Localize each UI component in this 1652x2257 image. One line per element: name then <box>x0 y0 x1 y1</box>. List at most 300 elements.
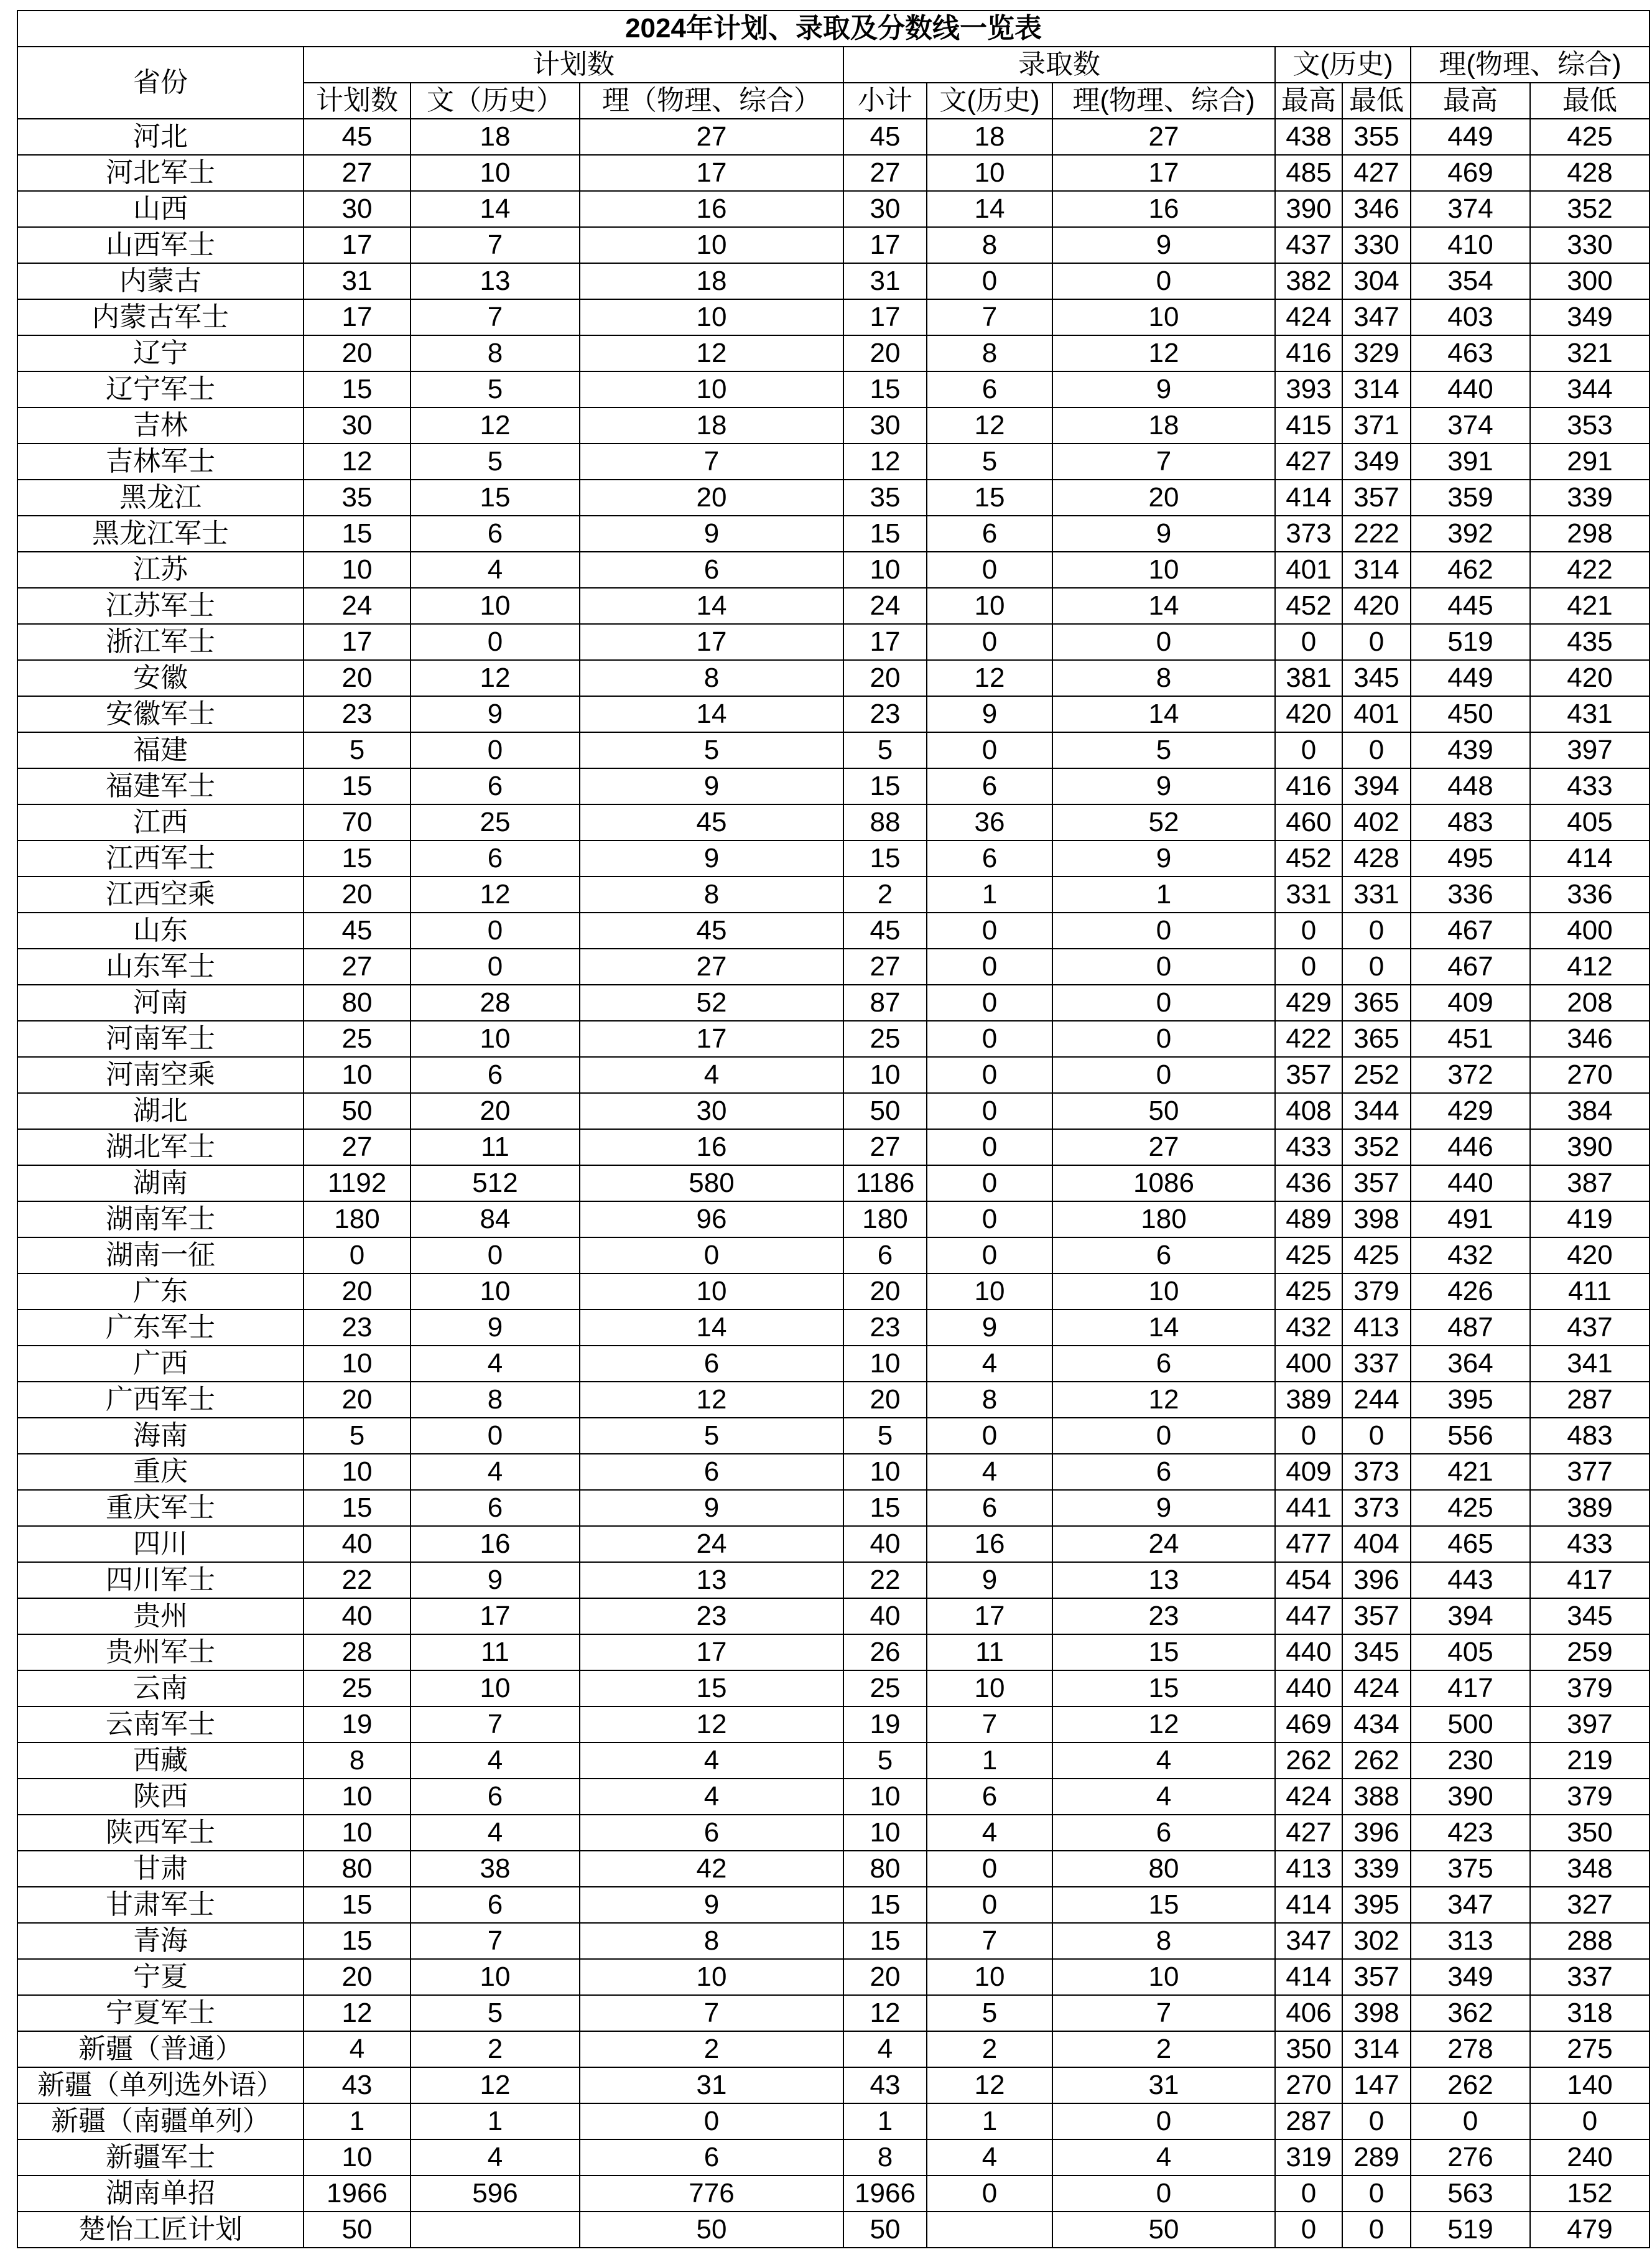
science-min-cell: 291 <box>1530 444 1650 480</box>
science-min-cell: 417 <box>1530 1562 1650 1598</box>
arts-min-cell: 349 <box>1342 444 1411 480</box>
science-max-cell: 262 <box>1411 2067 1530 2103</box>
admit-arts-cell: 6 <box>927 768 1052 804</box>
plan-arts-cell: 10 <box>411 1959 580 1995</box>
table-row <box>17 768 1650 804</box>
science-min-cell: 344 <box>1530 371 1650 407</box>
table-row <box>17 660 1650 696</box>
province-cell: 陕西军士 <box>17 1815 304 1851</box>
arts-min-cell: 330 <box>1342 227 1411 263</box>
admit-subtotal-cell: 1 <box>843 2103 927 2139</box>
table-body <box>17 119 1650 2248</box>
admit-subtotal-cell: 6 <box>843 1237 927 1273</box>
plan-arts-cell: 4 <box>411 1743 580 1779</box>
science-max-cell: 278 <box>1411 2031 1530 2067</box>
admit-arts-cell: 0 <box>927 732 1052 768</box>
plan-arts-cell: 4 <box>411 552 580 588</box>
admit-subtotal-cell: 23 <box>843 696 927 732</box>
arts-max-cell: 427 <box>1275 444 1342 480</box>
admit-science-cell: 1 <box>1052 877 1275 913</box>
admit-subtotal-cell: 88 <box>843 804 927 840</box>
arts-max-cell: 469 <box>1275 1706 1342 1743</box>
admit-subtotal-cell: 10 <box>843 1346 927 1382</box>
arts-max-cell: 425 <box>1275 1273 1342 1310</box>
admit-science-cell: 0 <box>1052 985 1275 1021</box>
admit-arts-cell: 10 <box>927 1670 1052 1706</box>
plan-science-cell: 10 <box>580 1273 843 1310</box>
plan-total-cell: 10 <box>304 1346 411 1382</box>
plan-science-cell: 6 <box>580 1815 843 1851</box>
admit-arts-cell: 8 <box>927 227 1052 263</box>
science-max-cell: 276 <box>1411 2139 1530 2176</box>
plan-total-cell: 30 <box>304 407 411 444</box>
plan-science-cell: 9 <box>580 840 843 877</box>
arts-min-cell: 0 <box>1342 949 1411 985</box>
admit-arts-cell: 6 <box>927 840 1052 877</box>
admit-science-cell: 14 <box>1052 696 1275 732</box>
admit-science-header: 理(物理、综合) <box>1052 83 1275 119</box>
province-cell: 江苏军士 <box>17 588 304 624</box>
table-row <box>17 1670 1650 1706</box>
science-max-cell: 448 <box>1411 768 1530 804</box>
science-max-cell: 446 <box>1411 1129 1530 1165</box>
arts-min-cell: 314 <box>1342 552 1411 588</box>
plan-science-cell: 10 <box>580 371 843 407</box>
arts-min-cell: 289 <box>1342 2139 1411 2176</box>
admit-arts-cell: 7 <box>927 1706 1052 1743</box>
admit-science-cell: 4 <box>1052 1743 1275 1779</box>
arts-min-cell: 404 <box>1342 1526 1411 1562</box>
plan-total-cell: 5 <box>304 1418 411 1454</box>
plan-total-cell: 22 <box>304 1562 411 1598</box>
arts-min-cell: 398 <box>1342 1995 1411 2031</box>
admit-subtotal-cell: 35 <box>843 480 927 516</box>
admit-science-cell: 16 <box>1052 191 1275 227</box>
province-cell: 河南空乘 <box>17 1057 304 1093</box>
admit-science-cell: 12 <box>1052 335 1275 371</box>
arts-min-cell: 339 <box>1342 1851 1411 1887</box>
table-row <box>17 552 1650 588</box>
science-max-cell: 391 <box>1411 444 1530 480</box>
province-cell: 吉林军士 <box>17 444 304 480</box>
arts-max-cell: 0 <box>1275 913 1342 949</box>
plan-arts-cell: 17 <box>411 1598 580 1634</box>
province-cell: 山西 <box>17 191 304 227</box>
plan-total-cell: 45 <box>304 119 411 155</box>
table-row <box>17 1995 1650 2031</box>
arts-min-cell: 222 <box>1342 516 1411 552</box>
plan-science-cell: 6 <box>580 2139 843 2176</box>
plan-arts-cell: 512 <box>411 1165 580 1201</box>
science-max-cell: 440 <box>1411 371 1530 407</box>
plan-science-cell: 6 <box>580 1346 843 1382</box>
plan-total-cell: 1192 <box>304 1165 411 1201</box>
plan-arts-cell: 7 <box>411 227 580 263</box>
admit-subtotal-cell: 25 <box>843 1021 927 1057</box>
plan-arts-cell: 8 <box>411 335 580 371</box>
science-max-cell: 495 <box>1411 840 1530 877</box>
plan-total-cell: 1 <box>304 2103 411 2139</box>
province-cell: 山东军士 <box>17 949 304 985</box>
admit-science-cell: 9 <box>1052 227 1275 263</box>
plan-total-cell: 27 <box>304 155 411 191</box>
plan-science-cell: 5 <box>580 732 843 768</box>
arts-min-cell: 0 <box>1342 624 1411 660</box>
province-header: 省份 <box>17 47 304 119</box>
science-min-cell: 350 <box>1530 1815 1650 1851</box>
admit-science-cell: 0 <box>1052 263 1275 299</box>
plan-science-cell: 18 <box>580 263 843 299</box>
arts-min-cell: 365 <box>1342 1021 1411 1057</box>
plan-total-cell: 12 <box>304 444 411 480</box>
plan-total-cell: 10 <box>304 1815 411 1851</box>
plan-arts-cell: 5 <box>411 1995 580 2031</box>
province-cell: 陕西 <box>17 1779 304 1815</box>
plan-total-cell: 27 <box>304 1129 411 1165</box>
admit-subtotal-cell: 8 <box>843 2139 927 2176</box>
plan-total-cell: 50 <box>304 1093 411 1129</box>
table-row <box>17 1887 1650 1923</box>
admit-subtotal-cell: 26 <box>843 1634 927 1670</box>
plan-arts-cell: 6 <box>411 840 580 877</box>
table-row <box>17 1273 1650 1310</box>
table-row <box>17 1093 1650 1129</box>
plan-total-cell: 15 <box>304 840 411 877</box>
science-min-cell: 377 <box>1530 1454 1650 1490</box>
admit-arts-cell: 36 <box>927 804 1052 840</box>
science-max-cell: 349 <box>1411 1959 1530 1995</box>
arts-max-cell: 400 <box>1275 1346 1342 1382</box>
science-min-cell: 330 <box>1530 227 1650 263</box>
admit-arts-cell: 0 <box>927 552 1052 588</box>
science-max-cell: 423 <box>1411 1815 1530 1851</box>
science-max-cell: 395 <box>1411 1382 1530 1418</box>
plan-science-cell: 27 <box>580 119 843 155</box>
arts-max-cell: 452 <box>1275 588 1342 624</box>
plan-total-cell: 25 <box>304 1670 411 1706</box>
arts-max-cell: 447 <box>1275 1598 1342 1634</box>
arts-min-cell: 371 <box>1342 407 1411 444</box>
plan-total-cell: 80 <box>304 1851 411 1887</box>
plan-total-cell: 27 <box>304 949 411 985</box>
science-max-cell: 469 <box>1411 155 1530 191</box>
plan-science-cell: 8 <box>580 660 843 696</box>
plan-total-cell: 15 <box>304 1923 411 1959</box>
science-max-cell: 519 <box>1411 2212 1530 2248</box>
province-cell: 广东军士 <box>17 1310 304 1346</box>
admit-subtotal-cell: 87 <box>843 985 927 1021</box>
arts-max-cell: 350 <box>1275 2031 1342 2067</box>
arts-max-cell: 381 <box>1275 660 1342 696</box>
science-max-cell: 439 <box>1411 732 1530 768</box>
province-cell: 江西 <box>17 804 304 840</box>
admit-subtotal-cell: 19 <box>843 1706 927 1743</box>
admit-group-header: 录取数 <box>843 47 1275 83</box>
admit-subtotal-cell: 27 <box>843 155 927 191</box>
science-min-cell: 346 <box>1530 1021 1650 1057</box>
science-min-cell: 389 <box>1530 1490 1650 1526</box>
plan-arts-cell: 9 <box>411 1310 580 1346</box>
province-cell: 湖南军士 <box>17 1201 304 1237</box>
table-row <box>17 1598 1650 1634</box>
admit-subtotal-cell: 50 <box>843 2212 927 2248</box>
province-cell: 河北军士 <box>17 155 304 191</box>
arts-max-cell: 427 <box>1275 1815 1342 1851</box>
arts-max-cell: 432 <box>1275 1310 1342 1346</box>
arts-max-cell: 433 <box>1275 1129 1342 1165</box>
header-row-1 <box>17 47 1650 83</box>
admit-science-cell: 31 <box>1052 2067 1275 2103</box>
science-max-cell: 483 <box>1411 804 1530 840</box>
plan-science-cell: 45 <box>580 804 843 840</box>
admit-subtotal-header: 小计 <box>843 83 927 119</box>
admit-arts-cell: 10 <box>927 588 1052 624</box>
province-cell: 广东 <box>17 1273 304 1310</box>
admit-arts-cell: 4 <box>927 2139 1052 2176</box>
admit-science-cell: 7 <box>1052 1995 1275 2031</box>
plan-total-cell: 31 <box>304 263 411 299</box>
arts-min-cell: 424 <box>1342 1670 1411 1706</box>
admit-science-cell: 80 <box>1052 1851 1275 1887</box>
science-min-cell: 300 <box>1530 263 1650 299</box>
admit-arts-cell: 14 <box>927 191 1052 227</box>
province-cell: 云南军士 <box>17 1706 304 1743</box>
plan-arts-cell: 16 <box>411 1526 580 1562</box>
table-row <box>17 1706 1650 1743</box>
science-max-cell: 354 <box>1411 263 1530 299</box>
admit-arts-cell: 0 <box>927 624 1052 660</box>
arts-min-cell: 357 <box>1342 1165 1411 1201</box>
arts-min-cell: 413 <box>1342 1310 1411 1346</box>
arts-min-cell: 402 <box>1342 804 1411 840</box>
arts-max-cell: 319 <box>1275 2139 1342 2176</box>
arts-min-cell: 398 <box>1342 1201 1411 1237</box>
admit-subtotal-cell: 45 <box>843 913 927 949</box>
admit-arts-cell: 0 <box>927 2176 1052 2212</box>
arts-max-cell: 331 <box>1275 877 1342 913</box>
arts-max-cell: 373 <box>1275 516 1342 552</box>
plan-arts-cell: 7 <box>411 1706 580 1743</box>
admit-science-cell: 17 <box>1052 155 1275 191</box>
plan-science-cell: 2 <box>580 2031 843 2067</box>
table-row <box>17 1526 1650 1562</box>
admit-science-cell: 8 <box>1052 1923 1275 1959</box>
province-cell: 浙江军士 <box>17 624 304 660</box>
admit-subtotal-cell: 20 <box>843 335 927 371</box>
science-score-group-header: 理(物理、综合) <box>1411 47 1650 83</box>
table-row <box>17 407 1650 444</box>
province-cell: 安徽军士 <box>17 696 304 732</box>
plan-arts-cell: 9 <box>411 696 580 732</box>
plan-science-cell: 0 <box>580 1237 843 1273</box>
province-cell: 安徽 <box>17 660 304 696</box>
plan-science-cell: 6 <box>580 552 843 588</box>
admit-science-cell: 0 <box>1052 624 1275 660</box>
science-max-cell: 443 <box>1411 1562 1530 1598</box>
arts-max-cell: 0 <box>1275 949 1342 985</box>
plan-total-cell: 12 <box>304 1995 411 2031</box>
table-row <box>17 2031 1650 2067</box>
admit-subtotal-cell: 12 <box>843 1995 927 2031</box>
admit-science-cell: 15 <box>1052 1887 1275 1923</box>
arts-min-cell: 396 <box>1342 1815 1411 1851</box>
science-min-cell: 397 <box>1530 732 1650 768</box>
plan-arts-cell: 0 <box>411 624 580 660</box>
arts-max-cell: 438 <box>1275 119 1342 155</box>
science-max-cell: 449 <box>1411 660 1530 696</box>
plan-total-cell: 180 <box>304 1201 411 1237</box>
province-cell: 河北 <box>17 119 304 155</box>
province-cell: 宁夏军士 <box>17 1995 304 2031</box>
plan-total-cell: 10 <box>304 552 411 588</box>
admit-science-cell: 0 <box>1052 1418 1275 1454</box>
arts-max-cell: 414 <box>1275 1887 1342 1923</box>
province-cell: 广西 <box>17 1346 304 1382</box>
arts-max-cell: 437 <box>1275 227 1342 263</box>
plan-arts-cell: 4 <box>411 1815 580 1851</box>
science-max-cell: 440 <box>1411 1165 1530 1201</box>
admit-arts-cell: 12 <box>927 2067 1052 2103</box>
admit-arts-cell: 16 <box>927 1526 1052 1562</box>
plan-science-cell: 12 <box>580 335 843 371</box>
province-cell: 河南军士 <box>17 1021 304 1057</box>
admit-arts-cell: 1 <box>927 877 1052 913</box>
arts-min-cell: 0 <box>1342 732 1411 768</box>
science-min-cell: 318 <box>1530 1995 1650 2031</box>
plan-total-cell: 43 <box>304 2067 411 2103</box>
table-row <box>17 2067 1650 2103</box>
admit-science-cell: 6 <box>1052 1237 1275 1273</box>
science-min-cell: 390 <box>1530 1129 1650 1165</box>
table-row <box>17 588 1650 624</box>
plan-total-cell: 28 <box>304 1634 411 1670</box>
admit-arts-cell: 17 <box>927 1598 1052 1634</box>
arts-max-cell: 416 <box>1275 768 1342 804</box>
science-max-cell: 313 <box>1411 1923 1530 1959</box>
arts-max-cell: 401 <box>1275 552 1342 588</box>
admit-subtotal-cell: 17 <box>843 624 927 660</box>
admit-arts-cell: 0 <box>927 913 1052 949</box>
arts-max-cell: 414 <box>1275 480 1342 516</box>
plan-science-cell: 17 <box>580 1634 843 1670</box>
plan-arts-cell: 6 <box>411 768 580 804</box>
science-min-cell: 422 <box>1530 552 1650 588</box>
arts-min-cell: 147 <box>1342 2067 1411 2103</box>
science-min-cell: 420 <box>1530 1237 1650 1273</box>
admit-arts-cell: 9 <box>927 1562 1052 1598</box>
science-min-cell: 270 <box>1530 1057 1650 1093</box>
science-min-cell: 400 <box>1530 913 1650 949</box>
plan-science-cell: 17 <box>580 155 843 191</box>
arts-max-cell: 441 <box>1275 1490 1342 1526</box>
science-max-cell: 429 <box>1411 1093 1530 1129</box>
plan-arts-cell: 6 <box>411 1057 580 1093</box>
table-row <box>17 1237 1650 1273</box>
plan-total-cell: 10 <box>304 2139 411 2176</box>
admit-science-cell: 9 <box>1052 371 1275 407</box>
science-max-cell: 374 <box>1411 407 1530 444</box>
table-row <box>17 1815 1650 1851</box>
plan-total-cell: 23 <box>304 1310 411 1346</box>
table-row <box>17 1562 1650 1598</box>
admit-arts-cell: 0 <box>927 1887 1052 1923</box>
plan-arts-cell: 12 <box>411 660 580 696</box>
science-min-cell: 414 <box>1530 840 1650 877</box>
science-min-cell: 287 <box>1530 1382 1650 1418</box>
admit-arts-cell: 4 <box>927 1346 1052 1382</box>
admit-subtotal-cell: 40 <box>843 1598 927 1634</box>
plan-total-cell: 30 <box>304 191 411 227</box>
plan-arts-cell: 4 <box>411 2139 580 2176</box>
table-row <box>17 985 1650 1021</box>
science-max-cell: 450 <box>1411 696 1530 732</box>
table-row <box>17 1310 1650 1346</box>
province-cell: 四川 <box>17 1526 304 1562</box>
admit-science-cell: 6 <box>1052 1346 1275 1382</box>
science-min-cell: 327 <box>1530 1887 1650 1923</box>
admit-arts-cell: 0 <box>927 1129 1052 1165</box>
plan-science-cell: 580 <box>580 1165 843 1201</box>
plan-science-cell: 4 <box>580 1779 843 1815</box>
arts-max-cell: 416 <box>1275 335 1342 371</box>
admit-arts-cell: 0 <box>927 949 1052 985</box>
admit-science-cell: 4 <box>1052 1779 1275 1815</box>
plan-science-cell: 9 <box>580 768 843 804</box>
plan-science-cell: 8 <box>580 877 843 913</box>
arts-max-cell: 452 <box>1275 840 1342 877</box>
plan-arts-cell: 10 <box>411 1021 580 1057</box>
arts-min-cell: 395 <box>1342 1887 1411 1923</box>
admit-science-cell: 20 <box>1052 480 1275 516</box>
arts-min-cell: 262 <box>1342 1743 1411 1779</box>
arts-max-cell: 440 <box>1275 1670 1342 1706</box>
arts-max-cell: 389 <box>1275 1382 1342 1418</box>
plan-arts-cell: 84 <box>411 1201 580 1237</box>
arts-min-cell: 345 <box>1342 1634 1411 1670</box>
science-max-cell: 336 <box>1411 877 1530 913</box>
arts-min-cell: 314 <box>1342 371 1411 407</box>
province-cell: 甘肃 <box>17 1851 304 1887</box>
admit-arts-cell: 1 <box>927 2103 1052 2139</box>
science-max-cell: 519 <box>1411 624 1530 660</box>
science-max-cell: 563 <box>1411 2176 1530 2212</box>
table-row <box>17 119 1650 155</box>
plan-total-cell: 45 <box>304 913 411 949</box>
admit-arts-cell: 5 <box>927 1995 1052 2031</box>
admit-subtotal-cell: 17 <box>843 227 927 263</box>
admit-arts-cell: 0 <box>927 263 1052 299</box>
admit-science-cell: 10 <box>1052 1959 1275 1995</box>
province-cell: 新疆（南疆单列） <box>17 2103 304 2139</box>
plan-science-cell: 4 <box>580 1743 843 1779</box>
arts-max-cell: 436 <box>1275 1165 1342 1201</box>
science-min-cell: 336 <box>1530 877 1650 913</box>
admit-science-cell: 6 <box>1052 1815 1275 1851</box>
admit-science-cell: 8 <box>1052 660 1275 696</box>
admit-arts-cell: 8 <box>927 335 1052 371</box>
arts-min-cell: 0 <box>1342 2103 1411 2139</box>
admit-subtotal-cell: 24 <box>843 588 927 624</box>
table-row <box>17 227 1650 263</box>
admit-arts-cell: 10 <box>927 1273 1052 1310</box>
science-max-cell: 230 <box>1411 1743 1530 1779</box>
plan-science-cell: 12 <box>580 1706 843 1743</box>
arts-min-cell: 357 <box>1342 1598 1411 1634</box>
plan-total-cell: 10 <box>304 1454 411 1490</box>
admit-science-cell: 27 <box>1052 1129 1275 1165</box>
admit-science-cell: 0 <box>1052 1021 1275 1057</box>
science-max-cell: 403 <box>1411 299 1530 335</box>
